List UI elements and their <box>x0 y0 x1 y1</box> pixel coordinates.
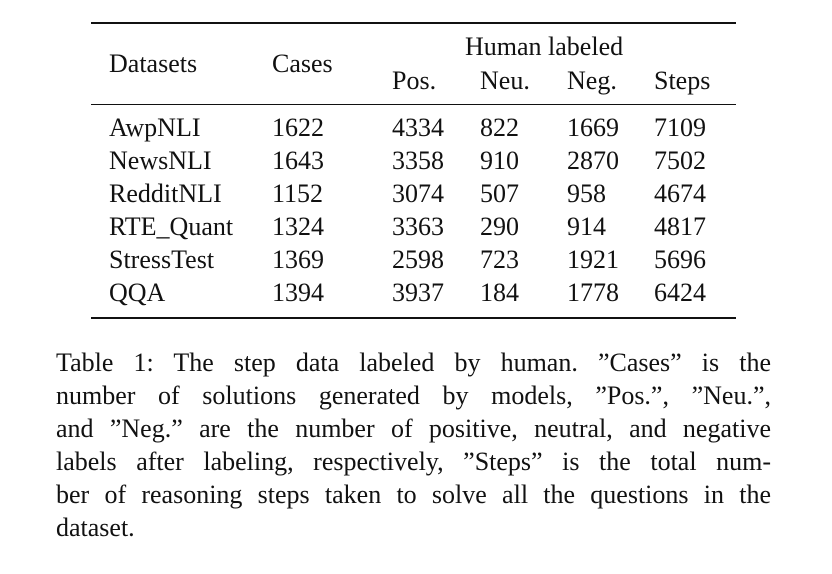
table-cell-neg: 1669 <box>567 113 619 142</box>
header-steps: Steps <box>654 66 711 95</box>
table-cell-pos: 2598 <box>392 245 444 274</box>
table-cell-neg: 958 <box>567 179 606 208</box>
table-top-rule <box>91 22 736 24</box>
table-cell-dataset: RTE_Quant <box>109 212 234 241</box>
table-cell-neu: 290 <box>480 212 519 241</box>
header-human-labeled: Human labeled <box>465 32 624 61</box>
table-cell-cases: 1324 <box>272 212 324 241</box>
table-cell-pos: 4334 <box>392 113 444 142</box>
caption-line: and ”Neg.” are the number of positive, neutral, and negative <box>56 414 771 443</box>
caption-line: ber of reasoning steps taken to solve all the questions in the <box>56 480 771 509</box>
table-cell-steps: 7109 <box>654 113 706 142</box>
caption-line: Table 1: The step data labeled by human. ”Cases” is the <box>56 348 771 377</box>
table-cell-dataset: NewsNLI <box>109 146 212 175</box>
table-cell-neg: 914 <box>567 212 606 241</box>
table-bottom-rule <box>91 317 736 319</box>
table-cell-neg: 1778 <box>567 278 619 307</box>
table-cell-dataset: RedditNLI <box>109 179 222 208</box>
header-datasets: Datasets <box>109 49 198 78</box>
header-neu: Neu. <box>480 66 530 95</box>
table-cell-neu: 184 <box>480 278 519 307</box>
table-cell-neg: 2870 <box>567 146 619 175</box>
table-cell-cases: 1622 <box>272 113 324 142</box>
table-cell-steps: 5696 <box>654 245 706 274</box>
table-cell-dataset: AwpNLI <box>109 113 201 142</box>
table-cell-steps: 4817 <box>654 212 706 241</box>
table-cell-neu: 910 <box>480 146 519 175</box>
header-cases: Cases <box>272 49 333 78</box>
table-cell-steps: 7502 <box>654 146 706 175</box>
table-cell-neu: 507 <box>480 179 519 208</box>
table-cell-pos: 3074 <box>392 179 444 208</box>
caption-line: dataset. <box>56 513 135 542</box>
table-cell-dataset: QQA <box>109 278 166 307</box>
table-cell-steps: 6424 <box>654 278 706 307</box>
table-cell-pos: 3358 <box>392 146 444 175</box>
table-cell-cases: 1152 <box>272 179 324 208</box>
table-cell-neu: 723 <box>480 245 519 274</box>
caption-line: number of solutions generated by models, ”Pos.”, ”Neu.”, <box>56 381 771 410</box>
table-cell-cases: 1643 <box>272 146 324 175</box>
table-cell-pos: 3937 <box>392 278 444 307</box>
table-cell-cases: 1394 <box>272 278 324 307</box>
table-cell-steps: 4674 <box>654 179 706 208</box>
table-cell-neu: 822 <box>480 113 519 142</box>
header-pos: Pos. <box>392 66 437 95</box>
table-cell-pos: 3363 <box>392 212 444 241</box>
caption-line: labels after labeling, respectively, ”Steps” is the total num- <box>56 447 771 476</box>
table-caption <box>56 346 771 544</box>
data-table <box>91 22 736 319</box>
table-cell-dataset: StressTest <box>109 245 215 274</box>
table-cell-neg: 1921 <box>567 245 619 274</box>
header-neg: Neg. <box>567 66 617 95</box>
table-cell-cases: 1369 <box>272 245 324 274</box>
table-header-rule <box>91 104 736 105</box>
